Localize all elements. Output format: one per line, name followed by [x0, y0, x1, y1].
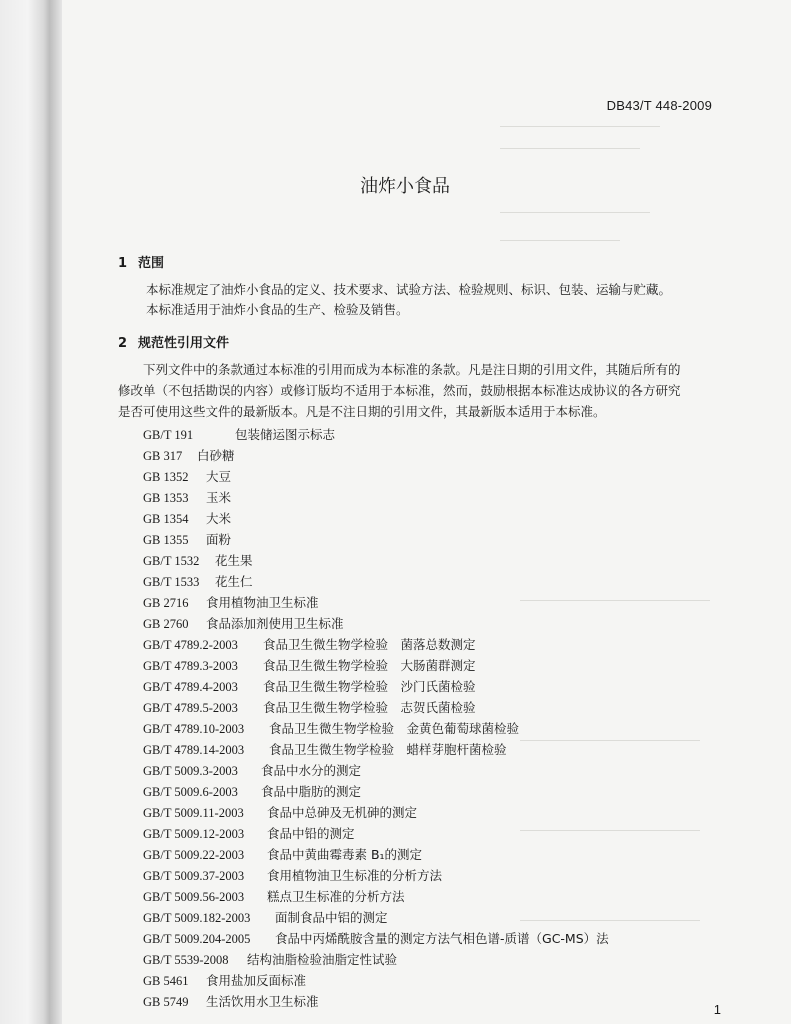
section-number: 1 [118, 256, 128, 271]
reference-item: GB/T 5009.22-2003 食品中黄曲霉毒素 B₁的测定 [143, 847, 423, 862]
reference-item: GB/T 4789.10-2003 食品卫生微生物学检验 金黄色葡萄球菌检验 [143, 721, 520, 736]
section-heading-scope [118, 252, 164, 271]
reference-item: GB/T 5539-2008 结构油脂检验油脂定性试验 [143, 952, 398, 967]
references-paragraph-line-2: 修改单（不包括勘误的内容）或修订版均不适用于本标准，然而，鼓励根据本标准达成协议的各方研究 [118, 383, 681, 398]
section-number: 2 [118, 336, 128, 351]
reference-item: GB/T 4789.4-2003 食品卫生微生物学检验 沙门氏菌检验 [143, 679, 476, 694]
reference-item: GB 5461 食用盐加反面标准 [143, 973, 307, 988]
reference-item: GB 1353 玉米 [143, 490, 232, 505]
reference-item: GB 2760 食品添加剂使用卫生标准 [143, 616, 344, 631]
reference-item: GB 1352 大豆 [143, 469, 232, 484]
reference-item: GB/T 5009.12-2003 食品中铅的测定 [143, 826, 355, 841]
reference-item: GB 1354 大米 [143, 511, 232, 526]
reference-item: GB/T 5009.56-2003 糕点卫生标准的分析方法 [143, 889, 405, 904]
reference-item: GB/T 5009.6-2003 食品中脂肪的测定 [143, 784, 362, 799]
references-paragraph-line-1: 下列文件中的条款通过本标准的引用而成为本标准的条款。凡是注日期的引用文件，其随后所有的 [143, 362, 681, 377]
standard-code: DB43/T 448-2009 [606, 98, 712, 113]
reference-item: GB/T 191 包装储运图示标志 [143, 427, 336, 442]
reference-item: GB/T 5009.3-2003 食品中水分的测定 [143, 763, 362, 778]
reference-item: GB 2716 食用植物油卫生标准 [143, 595, 319, 610]
section-title: 规范性引用文件 [138, 336, 230, 351]
reference-item: GB/T 4789.5-2003 食品卫生微生物学检验 志贺氏菌检验 [143, 700, 476, 715]
page-number: 1 [713, 1002, 721, 1017]
scope-paragraph-2: 本标准适用于油炸小食品的生产、检验及销售。 [146, 302, 409, 317]
reference-item: GB/T 5009.37-2003 食用植物油卫生标准的分析方法 [143, 868, 443, 883]
reference-item: GB/T 4789.2-2003 食品卫生微生物学检验 菌落总数测定 [143, 637, 476, 652]
reference-item: GB 5749 生活饮用水卫生标准 [143, 994, 319, 1009]
reference-item: GB/T 5009.204-2005 食品中丙烯酰胺含量的测定方法气相色谱-质谱（GC-MS）法 [143, 931, 609, 946]
scope-paragraph-1: 本标准规定了油炸小食品的定义、技术要求、试验方法、检验规则、标识、包装、运输与贮藏。 [146, 282, 672, 297]
reference-item: GB/T 1532 花生果 [143, 553, 253, 568]
reference-item: GB/T 5009.11-2003 食品中总砷及无机砷的测定 [143, 805, 418, 820]
reference-item: GB/T 4789.14-2003 食品卫生微生物学检验 蜡样芽胞杆菌检验 [143, 742, 507, 757]
section-heading-references [118, 332, 229, 351]
page-binding-shadow [0, 0, 62, 1024]
reference-item: GB 1355 面粉 [143, 532, 232, 547]
reference-item: GB/T 5009.182-2003 面制食品中铝的测定 [143, 910, 388, 925]
reference-item: GB 317 白砂糖 [143, 448, 235, 463]
document-title: 油炸小食品 [360, 176, 450, 197]
section-title: 范围 [138, 256, 165, 271]
reference-item: GB/T 4789.3-2003 食品卫生微生物学检验 大肠菌群测定 [143, 658, 476, 673]
references-paragraph-line-3: 是否可使用这些文件的最新版本。凡是不注日期的引用文件，其最新版本适用于本标准。 [118, 404, 606, 419]
reference-item: GB/T 1533 花生仁 [143, 574, 253, 589]
